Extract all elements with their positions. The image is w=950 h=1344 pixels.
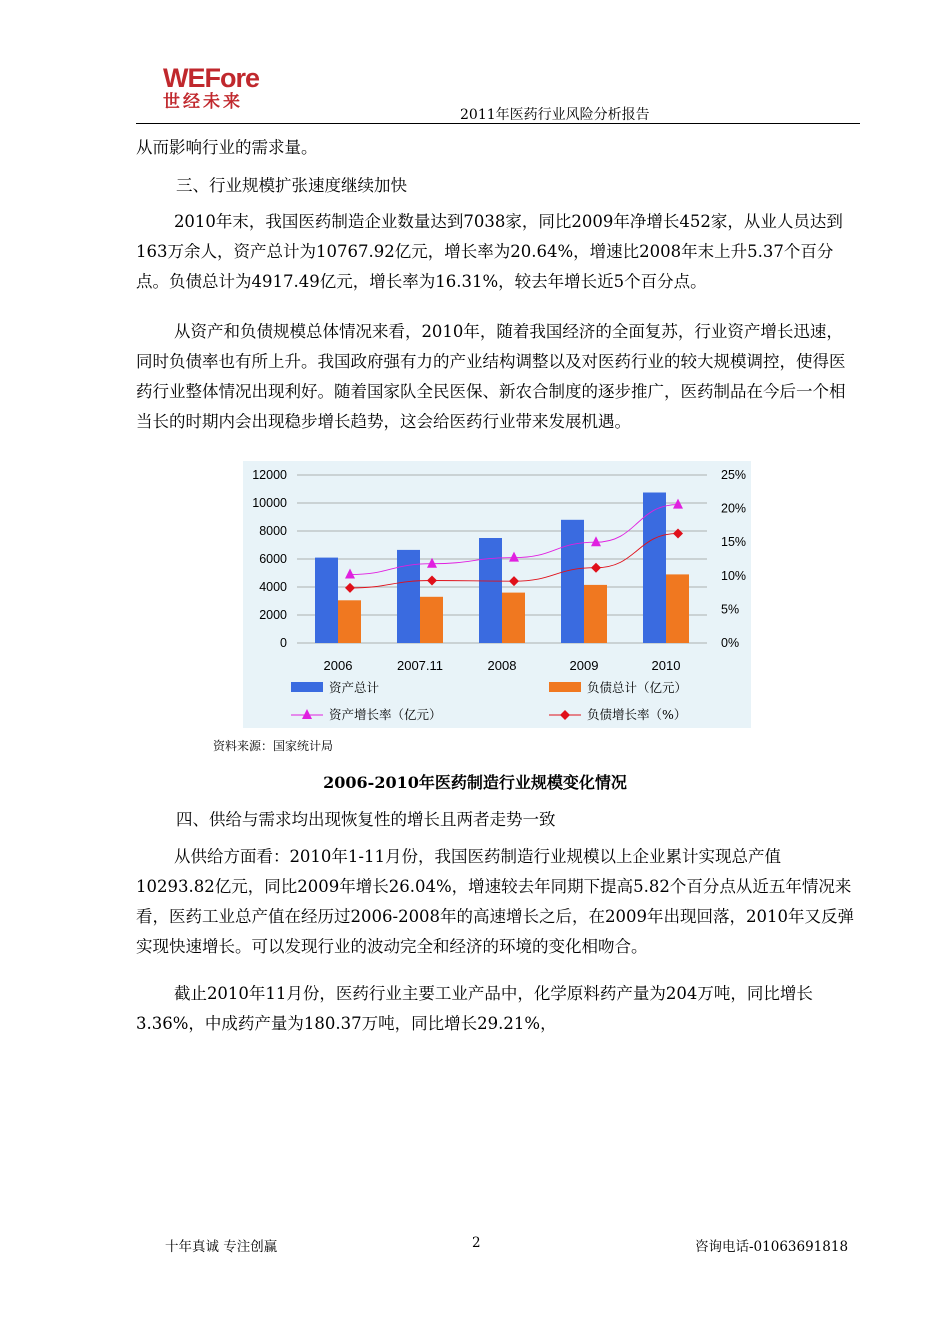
footer-slogan: 十年真诚 专注创赢 <box>165 1239 278 1255</box>
triangle-marker <box>673 499 683 509</box>
x-tick-label: 2007.11 <box>396 658 444 673</box>
x-tick-label: 2010 <box>651 658 681 673</box>
legend-marker <box>560 710 570 720</box>
diamond-marker <box>591 563 601 573</box>
x-tick-label: 2006 <box>323 658 353 673</box>
legend-marker <box>302 709 312 719</box>
y-right-tick-label: 10% <box>721 568 747 583</box>
diamond-marker <box>509 576 519 586</box>
paragraph-overview: 从资产和负债规模总体情况来看，2010年，随着我国经济的全面复苏，行业资产增长迅速，同时负债率也有所上升。我国政府强有力的产业结构调整以及对医药行业的较大规模调控，使得医药行业整体情况出现利好。随着国家队全民医保、新农合制度的逐步推广，医药制品在今后一个相当长的时期内会出现稳步增长趋势，这会给医药行业带来发展机遇。 <box>136 322 846 431</box>
legend-label: 负债增长率（%） <box>587 707 687 722</box>
chart-caption: 2006-2010年医药制造行业规模变化情况 <box>323 773 627 792</box>
paragraph-intro: 从而影响行业的需求量。 <box>136 138 318 157</box>
industry-scale-chart <box>243 461 751 728</box>
bar-assets <box>315 558 338 643</box>
y-left-tick-label: 2000 <box>259 608 287 622</box>
bar-assets <box>561 520 584 643</box>
bar-assets <box>397 550 420 643</box>
y-right-tick-label: 25% <box>721 468 747 482</box>
bar-liabilities <box>420 597 443 643</box>
bar-liabilities <box>584 585 607 643</box>
data-source: 资料来源：国家统计局 <box>213 739 334 753</box>
bar-liabilities <box>338 600 361 643</box>
y-left-tick-label: 4000 <box>259 580 287 594</box>
y-right-tick-label: 0% <box>721 636 740 650</box>
report-title: 2011年医药行业风险分析报告 <box>460 107 650 123</box>
paragraph-scale: 2010年末，我国医药制造企业数量达到7038家，同比2009年净增长452家，从业人员达到163万余人，资产总计为10767.92亿元，增长率为20.64%，增速比2008年末上升5.37个百分点。负债总计为4917.49亿元，增长率为16.31%，较去年增长近5个百分点。 <box>136 212 843 291</box>
y-left-tick-label: 6000 <box>259 552 287 566</box>
bar-assets <box>479 538 502 643</box>
paragraph-supply: 从供给方面看：2010年1-11月份，我国医药制造行业规模以上企业累计实现总产值10293.82亿元，同比2009年增长26.04%，增速较去年同期下提高5.82个百分点从近五年情况来看，医药工业总产值在经历过2006-2008年的高速增长之后，在2009年出现回落，2010年又反弹实现快速增长。可以发现行业的波动完全和经济的环境的变化相吻合。 <box>136 847 855 956</box>
bar-liabilities <box>666 574 689 643</box>
logo-text: WEFore <box>163 63 260 93</box>
diamond-marker <box>427 576 437 586</box>
chart-svg <box>243 461 751 728</box>
logo-subtext: 世经未来 <box>163 92 243 112</box>
legend-label: 资产总计 <box>329 680 380 695</box>
legend-label: 资产增长率（亿元） <box>329 707 442 722</box>
triangle-marker <box>509 552 519 562</box>
section-heading-4: 四、供给与需求均出现恢复性的增长且两者走势一致 <box>176 810 556 829</box>
triangle-marker <box>345 568 355 578</box>
diamond-marker <box>673 528 683 538</box>
y-right-tick-label: 20% <box>721 501 747 516</box>
footer-phone: 咨询电话-01063691818 <box>695 1239 849 1255</box>
bar-liabilities <box>502 593 525 643</box>
y-left-tick-label: 12000 <box>252 468 287 482</box>
legend-label: 负债总计（亿元） <box>587 680 688 695</box>
y-left-tick-label: 8000 <box>259 524 287 538</box>
page-number: 2 <box>472 1235 481 1251</box>
legend-swatch <box>549 682 581 692</box>
x-tick-label: 2009 <box>569 658 599 673</box>
y-left-tick-label: 10000 <box>252 496 287 510</box>
section-heading-3: 三、行业规模扩张速度继续加快 <box>176 176 407 195</box>
triangle-marker <box>591 536 601 546</box>
company-logo <box>163 64 265 112</box>
y-right-tick-label: 15% <box>721 535 747 550</box>
header-divider <box>136 123 860 124</box>
y-right-tick-label: 5% <box>721 602 740 617</box>
y-left-tick-label: 0 <box>280 636 287 650</box>
legend-swatch <box>291 682 323 692</box>
diamond-marker <box>345 583 355 593</box>
paragraph-output: 截止2010年11月份，医药行业主要工业产品中，化学原料药产量为204万吨，同比增长3.36%，中成药产量为180.37万吨，同比增长29.21%， <box>136 984 813 1033</box>
x-tick-label: 2008 <box>487 658 517 673</box>
